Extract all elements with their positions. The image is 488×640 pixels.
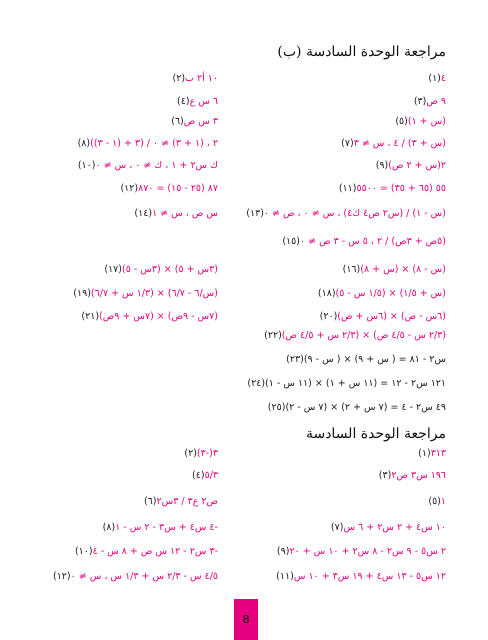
item-number: (٢٣) — [286, 354, 304, 365]
list-item — [314, 288, 446, 300]
list-item — [335, 183, 446, 195]
list-item — [272, 571, 446, 583]
answer-expression: ١٢١ س٢ - ١٢ = (١١ س + ١) × (١١ س - ١) — [265, 378, 446, 389]
list-item — [140, 496, 218, 508]
list-item — [99, 522, 218, 534]
item-number: (٢٥) — [267, 402, 286, 413]
list-item — [337, 138, 446, 150]
list-item — [424, 496, 446, 508]
item-number: (١١) — [338, 183, 357, 194]
item-number: (٤) — [192, 470, 205, 481]
item-number: (١٢) — [120, 183, 139, 194]
list-item — [74, 138, 218, 150]
item-number: (١٣) — [246, 208, 264, 219]
list-item — [71, 546, 218, 558]
item-number: (١٦) — [342, 264, 361, 275]
list-item — [180, 448, 218, 460]
list-item — [375, 470, 446, 482]
answer-expression: (٦س - ص) × (٦س + ص) — [337, 311, 446, 322]
answer-expression: س٢ - ٨١ = ( س + ٩) × ( س - ٩) — [303, 354, 446, 365]
answer-expression: ٢ س٥ - ٩ س٢ - ٨ س٢ + ١٠ س + ٢٠ — [289, 546, 446, 557]
list-item — [168, 73, 218, 85]
list-item — [414, 448, 446, 460]
list-item — [116, 183, 218, 195]
list-item — [100, 264, 218, 276]
answer-expression: ٥٥ (٦٥ + ٣٥) = ٥٥٠٠ — [356, 183, 446, 194]
item-number: (١٠) — [77, 160, 96, 171]
list-item — [243, 378, 446, 390]
answer-expression: ص٢ ع٣ / ٣س٢ — [156, 496, 218, 507]
list-item — [410, 96, 446, 108]
item-number: (٢٠) — [319, 311, 338, 322]
item-number: (٢٢) — [264, 330, 282, 341]
list-item — [242, 208, 446, 220]
answer-expression: (س - ١) / (س٢ ص٤ ك٤) ، س ≠ ٠ ، ص ≠ ٠ — [263, 208, 446, 219]
item-number: (٦) — [171, 116, 184, 127]
list-item — [260, 330, 446, 342]
list-item — [273, 546, 446, 558]
answer-expression: (س/٦ - ٦/٧) × (١/٣ س + ٦/٧) — [90, 288, 218, 299]
item-number: (٢١) — [81, 311, 100, 322]
item-number: (٦) — [143, 496, 157, 507]
answer-expression: ٤ — [440, 73, 446, 84]
item-number: (٥) — [395, 116, 408, 127]
list-item — [69, 288, 218, 300]
answer-expression: (س + ١) — [407, 116, 446, 127]
answer-expression: ٣١٣ — [430, 448, 446, 459]
answer-expression: ١٩٦ س٣ ص٢ — [391, 470, 446, 481]
item-number: (١٤) — [134, 208, 153, 219]
answer-expression: (٣س + ٥) × (٣س - ٥) — [122, 264, 218, 275]
page-number: 8 — [234, 599, 258, 640]
answer-expression: س ص ، س ≠ ١ — [152, 208, 218, 219]
list-item — [278, 236, 446, 248]
answer-expression: ٥/٣ — [204, 470, 218, 481]
list-item — [424, 73, 446, 85]
list-item — [74, 160, 218, 172]
list-item — [327, 522, 446, 534]
item-number: (١٨) — [317, 288, 336, 299]
list-item — [372, 160, 446, 172]
item-number: (٢) — [184, 448, 197, 459]
item-number: (٩) — [375, 160, 389, 171]
answer-expression: ٦ س ع — [189, 96, 218, 107]
item-number: (٣) — [413, 96, 427, 107]
answer-expression: (٢/٣ س - ٤/٥ ص) × (٢/٣ س + ٤/٥ ص) — [281, 330, 446, 341]
list-item — [264, 402, 446, 414]
answer-expression: ٨٧ (٢٥ - ١٥) = ٨٧٠ — [138, 183, 218, 194]
answer-expression: (٣-)٣ — [196, 448, 218, 459]
list-item — [49, 571, 218, 583]
item-number: (٨) — [102, 522, 116, 533]
item-number: (٩) — [276, 546, 290, 557]
list-item — [77, 311, 218, 323]
section-a-title: مراجعة الوحدة السادسة (ب) — [277, 44, 446, 60]
item-number: (١٥) — [282, 236, 300, 247]
item-number: (١٧) — [104, 264, 123, 275]
item-number: (٤) — [177, 96, 190, 107]
item-number: (٢٤) — [247, 378, 266, 389]
answer-expression: (س + ١/٥) × (١/٥ س - ٥) — [335, 288, 446, 299]
answer-expression: ٤٩ س٢ - ٤ = (٧ س + ٢) × (٧ س - ٢) — [285, 402, 446, 413]
answer-expression: (٥ص + ٣ص) / ٢ ، ٥ س - ٣ ص ≠ ٠ — [299, 236, 446, 247]
item-number: (١) — [428, 73, 441, 84]
item-number: (١١) — [276, 571, 294, 582]
list-item — [339, 264, 446, 276]
answer-expression: (٣ + (١ - ٣)) / ٢ ، (١ + ٣) ≠ ٠ — [90, 138, 218, 149]
item-number: (٢) — [172, 73, 186, 84]
item-number: (٥) — [428, 496, 441, 507]
answer-expression: ١٢ س٥ - ١٣ س٤ + ١٩ س٣ + ١٠ س — [293, 571, 446, 582]
list-item — [282, 354, 446, 366]
item-number: (٧) — [341, 138, 354, 149]
list-item — [316, 311, 446, 323]
answer-expression: ١٠ س٤ + ٢ س٢ + ٦ س — [343, 522, 446, 533]
item-number: (١) — [418, 448, 431, 459]
list-item — [130, 208, 218, 220]
answer-expression: ١ — [440, 496, 446, 507]
list-item — [391, 116, 446, 128]
item-number: (٣) — [378, 470, 392, 481]
list-item — [173, 96, 218, 108]
item-number: (٧) — [330, 522, 344, 533]
item-number: (٨) — [77, 138, 91, 149]
answer-expression: (س - ٨) × (س + ٨) — [360, 264, 446, 275]
list-item — [188, 470, 218, 482]
answer-expression: -٤ س٤ + س٣ - ٢ س - ١ — [115, 522, 218, 533]
answer-expression: ٣ س ص — [183, 116, 218, 127]
item-number: (١٠) — [74, 546, 93, 557]
answer-expression: ٢(س + ٢ ص) — [388, 160, 446, 171]
answer-expression: (٧س - ٩ص) × (٧س + ٩ص) — [99, 311, 218, 322]
answer-expression: ٤/٥ س - ٢/٣ س + ١/٣ س ، س ≠ ٠ — [70, 571, 218, 582]
item-number: (١٩) — [73, 288, 91, 299]
item-number: (١٢) — [52, 571, 71, 582]
answer-expression: ك س٢ + ١ ، ك ≠ ٠ ، س ≠ ٠ — [95, 160, 218, 171]
answer-expression: ١٠ أ٢ ب — [185, 73, 218, 84]
answer-expression: (س + ٣) / ٤ ، س ≠ ٣ — [353, 138, 446, 149]
list-item — [167, 116, 218, 128]
section-b-title: مراجعة الوحدة السادسة — [305, 426, 446, 442]
answer-expression: -٣ س٢ - ١٢ س ص + ٨ س - ٤ — [92, 546, 218, 557]
answer-expression: ٩ ص — [426, 96, 446, 107]
